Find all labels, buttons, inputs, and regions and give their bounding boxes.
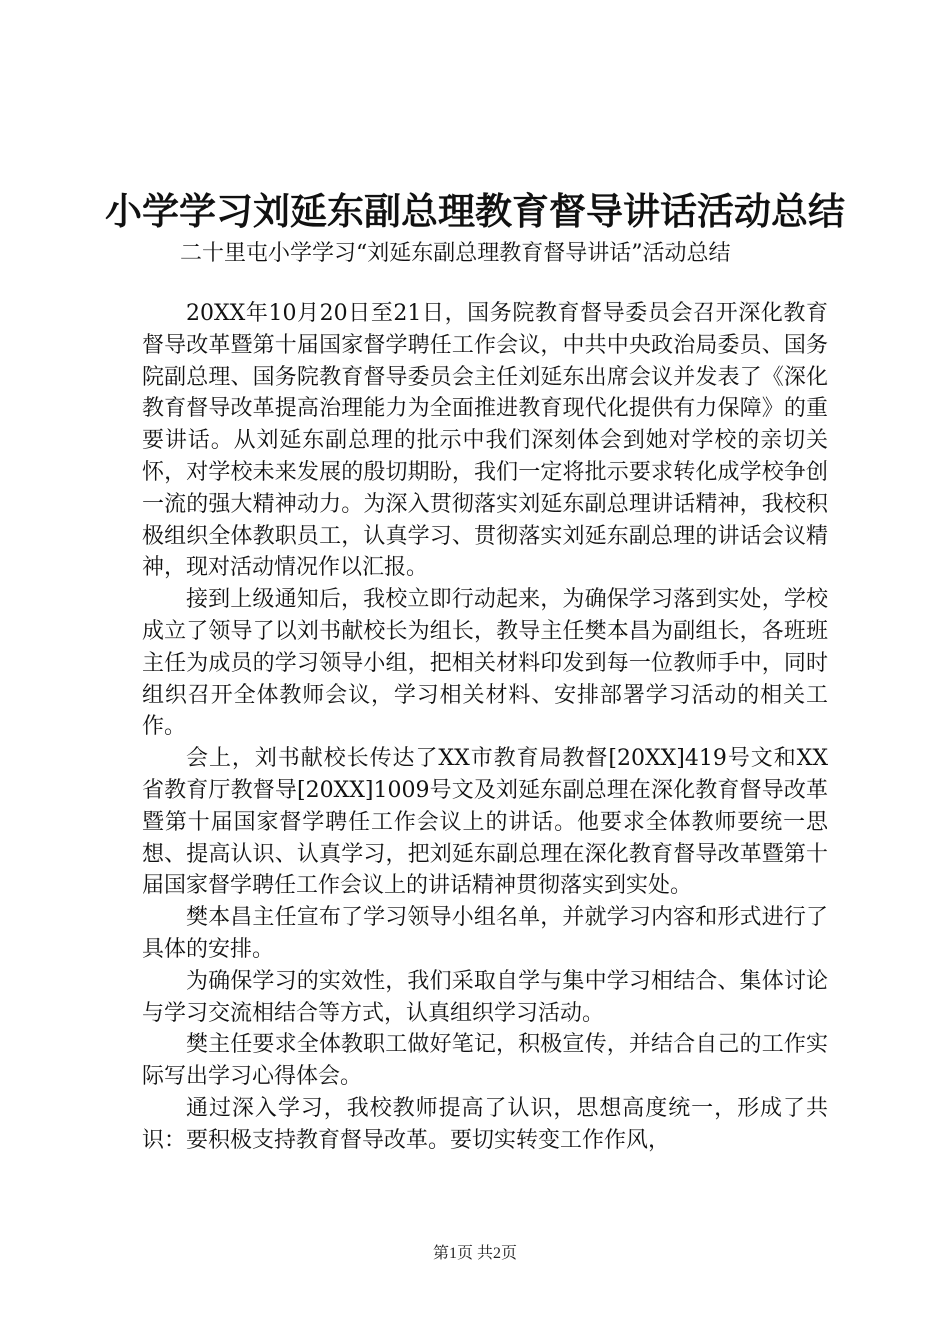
paragraph: 接到上级通知后，我校立即行动起来，为确保学习落到实处，学校成立了领导了以刘书献校长为组长，教导主任樊本昌为副组长，各班班主任为成员的学习领导小组，把相关材料印发到每一位教师手中，同时组织召开全体教师会议，学习相关材料、安排部署学习活动的相关工作。 xyxy=(142,587,828,740)
document-title: 小学学习刘延东副总理教育督导讲话活动总结 xyxy=(105,190,845,233)
page-footer: 第1页 共2页 xyxy=(432,1245,517,1262)
paragraph: 20XX年10月20日至21日，国务院教育督导委员会召开深化教育督导改革暨第十届国家督学聘任工作会议，中共中央政治局委员、国务院副总理、国务院教育督导委员会主任刘延东出席会议并发表了《深化教育督导改革提高治理能力为全面推进教育现代化提供有力保障》的重要讲话。从刘延东副总理的批示中我们深刻体会到她对学校的亲切关怀，对学校未来发展的殷切期盼，我们一定将批示要求转化成学校争创一流的强大精神动力。为深入贯彻落实刘延东副总理讲话精神，我校积极组织全体教职员工，认真学习、贯彻落实刘延东副总理的讲话会议精神，现对活动情况作以汇报。 xyxy=(142,301,828,581)
paragraph: 会上，刘书献校长传达了XX市教育局教督[20XX]419号文和XX省教育厅教督导[20XX]1009号文及刘延东副总理在深化教育督导改革暨第十届国家督学聘任工作会议上的讲话。他要求全体教师要统一思想、提高认识、认真学习，把刘延东副总理在深化教育督导改革暨第十届国家督学聘任工作会议上的讲话精神贯彻落实到实处。 xyxy=(142,746,828,899)
paragraph: 通过深入学习，我校教师提高了认识，思想高度统一，形成了共识：要积极支持教育督导改革。要切实转变工作作风， xyxy=(142,1095,828,1153)
document-body xyxy=(142,298,828,1157)
document-subtitle: 二十里屯小学学习“刘延东副总理教育督导讲话”活动总结 xyxy=(180,241,731,266)
paragraph: 樊主任要求全体教职工做好笔记，积极宣传，并结合自己的工作实际写出学习心得体会。 xyxy=(142,1032,828,1090)
paragraph: 樊本昌主任宣布了学习领导小组名单，并就学习内容和形式进行了具体的安排。 xyxy=(142,905,828,962)
paragraph: 为确保学习的实效性，我们采取自学与集中学习相结合、集体讨论与学习交流相结合等方式，认真组织学习活动。 xyxy=(142,968,828,1026)
